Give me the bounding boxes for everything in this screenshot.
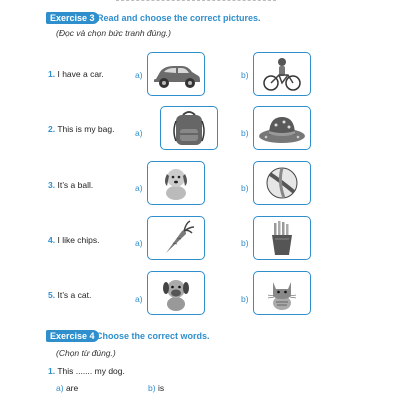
option-b-picture[interactable] <box>253 216 311 260</box>
option-a-label: a) <box>135 294 143 304</box>
exercise-4-subtitle: (Chọn từ đúng.) <box>56 348 116 358</box>
question-text: This ....... my dog. <box>57 366 125 376</box>
option-b-label: b) <box>241 294 249 304</box>
question-3 <box>48 180 93 190</box>
question-text: This is my bag. <box>57 124 115 134</box>
puppy-icon <box>148 272 204 314</box>
car-icon <box>148 53 204 95</box>
option-b-picture[interactable] <box>253 52 311 96</box>
option-a-picture[interactable] <box>160 106 218 150</box>
option-a-picture[interactable] <box>147 161 205 205</box>
question-number: 2. <box>48 124 56 134</box>
question-number: 1. <box>48 366 56 376</box>
option-b-picture[interactable] <box>253 271 311 315</box>
question-5 <box>48 290 91 300</box>
carrot-icon <box>148 217 204 259</box>
option-b-label: b) <box>241 70 249 80</box>
option-a-label: a) <box>56 383 64 393</box>
option-b-picture[interactable] <box>253 161 311 205</box>
exercise-4-question-1 <box>48 366 125 376</box>
exercise-3-badge: Exercise 3 <box>46 12 99 24</box>
option-a-text: are <box>65 383 79 393</box>
option-a-picture[interactable] <box>147 216 205 260</box>
exercise-4-badge: Exercise 4 <box>46 330 99 342</box>
option-a-picture[interactable] <box>147 271 205 315</box>
chips-icon <box>254 217 310 259</box>
option-a-picture[interactable] <box>147 52 205 96</box>
option-b-picture[interactable] <box>253 106 311 150</box>
option-b-label: b) <box>241 128 249 138</box>
question-4 <box>48 235 100 245</box>
question-text: I like chips. <box>57 235 100 245</box>
option-b-label: b) <box>241 238 249 248</box>
exercise-3-title: Read and choose the correct pictures. <box>97 13 261 23</box>
exercise-3-subtitle: (Đọc và chọn bức tranh đúng.) <box>56 28 172 38</box>
answer-option-a[interactable] <box>56 383 78 393</box>
backpack-icon <box>161 107 217 149</box>
question-1 <box>48 69 104 79</box>
question-text: It’s a cat. <box>57 290 92 300</box>
answer-option-b[interactable] <box>148 383 164 393</box>
question-text: I have a car. <box>57 69 104 79</box>
option-a-label: a) <box>135 238 143 248</box>
option-a-label: a) <box>135 70 143 80</box>
question-2 <box>48 124 114 134</box>
option-a-label: a) <box>135 128 143 138</box>
question-number: 4. <box>48 235 56 245</box>
exercise-4-title: Choose the correct words. <box>96 331 210 341</box>
dog-icon <box>148 162 204 204</box>
hat-icon <box>254 107 310 149</box>
question-text: It’s a ball. <box>57 180 94 190</box>
cat-icon <box>254 272 310 314</box>
question-number: 1. <box>48 69 56 79</box>
option-a-label: a) <box>135 183 143 193</box>
question-number: 5. <box>48 290 56 300</box>
option-b-label: b) <box>241 183 249 193</box>
ball-icon <box>254 162 310 204</box>
question-number: 3. <box>48 180 56 190</box>
top-divider <box>116 0 276 1</box>
bicycle-icon <box>254 53 310 95</box>
option-b-label: b) <box>148 383 156 393</box>
option-b-text: is <box>157 383 165 393</box>
